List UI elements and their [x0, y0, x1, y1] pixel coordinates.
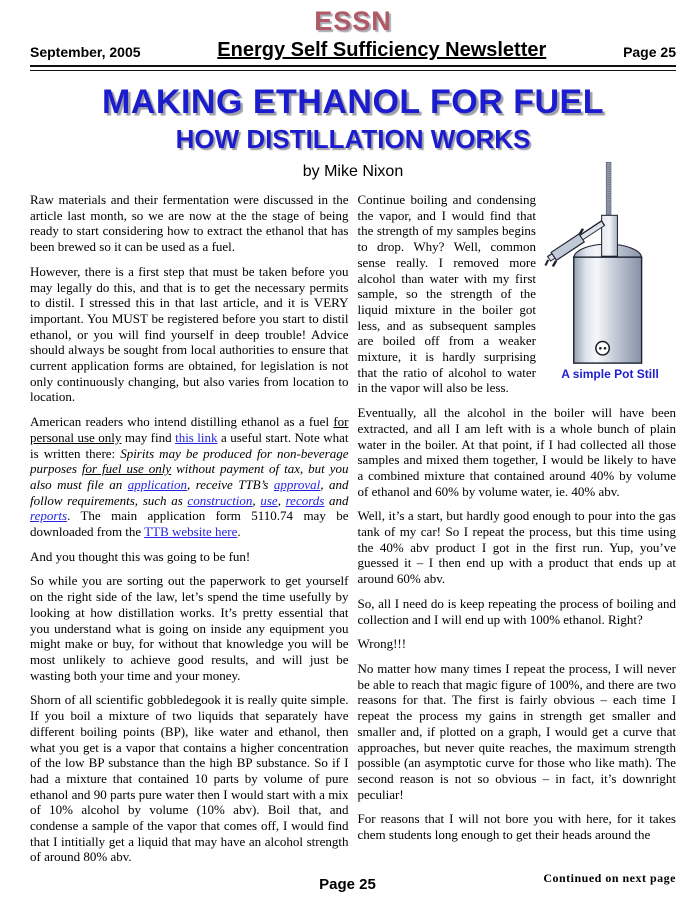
text-run: , — [252, 492, 261, 508]
paragraph — [30, 192, 349, 255]
text-run: Eventually, all the alcohol in the boiler will have been extracted, and all I am left with is a whole bunch of plain water in the boiler. At that point, if I had collected all those samples and mixed them together, I would be likely to have a combined mixture that contained around 40% by volume of ethanol and 60% by volume water, ie. 40% abv. — [357, 405, 676, 499]
text-link[interactable]: use — [260, 492, 278, 508]
byline: by Mike Nixon — [302, 163, 404, 180]
text-link[interactable]: approval — [273, 476, 321, 492]
pot-still-figure — [544, 152, 676, 383]
right-column — [358, 192, 677, 886]
text-link[interactable]: records — [285, 492, 325, 508]
text-link[interactable]: TTB website here — [144, 524, 238, 540]
text-run: So while you are sorting out the paperwork to get yourself on the right side of the law, let’s spend the time usefully by looking at how distillation works. It’s pretty essential that you understand what is going on inside any equipment you might make or buy, for without that knowledge you will be most unlikely to achieve good results, and will just be wasting both your time and your money. — [30, 573, 349, 683]
text-run: , — [277, 492, 286, 508]
text-link[interactable]: this link — [175, 429, 218, 445]
paragraph — [358, 811, 677, 842]
text-run: Continue boiling and condensing the vapor, and I would find that the strength of my samples begins to drop. Why? Well, common sense really. I removed more alcohol than water with my first sample, so the strength of the liquid mixture in the boiler got less, and as subsequent samples are boiled off from a weaker mixture, it is hardly surprising that the ratio of alcohol to water in the vapor will also be less. — [357, 192, 536, 396]
article-body — [30, 192, 676, 886]
text-run: and — [324, 492, 349, 508]
still-column — [602, 215, 618, 256]
figure-caption: A simple Pot Still — [561, 367, 659, 381]
text-link[interactable]: reports — [30, 508, 68, 524]
text-run: Wrong!!! — [357, 636, 407, 652]
article-title: MAKING ETHANOL FOR FUEL — [102, 83, 604, 121]
text-run: for personal use only — [30, 414, 349, 445]
text-run: No matter how many times I repeat the process, I will never be able to reach that magic figure of 100%, and there are two reasons for that. The first is fairly obvious – each time I repeat the process my gains in strength get smaller and smaller and, if plotted on a graph, I would get a curve that approaches, but never quite reaches, the maximum strength possible (an asymptotic curve for those who like math). The second reason is not so obvious – in fact, it’s downright peculiar! — [357, 660, 676, 802]
paragraph — [358, 405, 677, 499]
paragraph — [30, 692, 349, 865]
text-run: , receive TTB’s — [186, 476, 274, 492]
text-run: However, there is a first step that must be taken before you may legally do this, and that is to get the necessary permits to distil. I stressed this in that last article, and it is VERY important. You MUST be registered before you start to distil ethanol, or you will find yourself in deep trouble! Advice should always be sought from local authorities to ensure that current application forms are obtained, for legislation is not only continuously changing, but also varies from location to location. — [30, 263, 349, 405]
text-run: Spirits may be produced for non-beverage purposes — [30, 445, 349, 477]
text-run: for fuel use only — [81, 461, 172, 477]
text-run: . The main application form 5110.74 may be downloaded from the — [30, 508, 349, 540]
text-run: . — [237, 524, 241, 540]
left-column — [30, 192, 349, 886]
text-run: Shorn of all scientific gobbledegook it is really quite simple. If you boil a mixture of two liquids that separately have different boiling points (BP), like water and ethanol, then what you get is a vapor that contains a higher concentration of the low BP substance than the high BP substance. So if I had a mixture that contained 10 parts by volume of pure ethanol and 90 parts pure water then I would start with a mix of 10% alcohol by volume (10% abv). Boil that, and condense a sample of the vapor that comes off, I would find that I intitially get a liquid that may have an alcohol strength of around 80% abv. — [30, 692, 349, 865]
text-run: For reasons that I will not bore you with here, for it takes chem students long enough to get their heads around the — [357, 811, 676, 843]
text-link[interactable]: application — [127, 476, 187, 492]
paragraph — [358, 661, 677, 802]
page-header — [30, 39, 676, 67]
paragraph — [358, 508, 677, 587]
newsletter-title: Energy Self Sufficiency Newsletter — [217, 39, 547, 61]
text-run: American readers who intend distilling ethanol as a fuel — [30, 414, 334, 430]
text-run: without payment of tax, but you also must file an — [30, 461, 349, 492]
paragraph — [358, 636, 677, 652]
newsletter-logo: ESSN — [314, 6, 392, 36]
water-port-bottom — [553, 261, 556, 267]
paragraph — [30, 264, 349, 405]
text-run: Well, it’s a start, but hardly good enough to pour into the gas tank of my car! So I repeat the process, but this time using the 40% abv product I got in the first run. Yup, you’ve guessed it – I then end up with a product that ends up at around 60% abv. — [357, 508, 676, 587]
boiler-outlet — [596, 342, 609, 355]
text-run: a useful start. Note what is written there: — [30, 429, 349, 461]
continued-notice: Continued on next page — [543, 870, 676, 885]
text-run: may find — [121, 429, 176, 445]
text-link[interactable]: construction — [187, 492, 253, 508]
text-run: Raw materials and their fermentation were discussed in the article last month, so we are now at the the stage of being ready to start considering how to extract the ethanol that has been brewed so it can be used as a fuel. — [30, 192, 349, 255]
paragraph — [30, 414, 349, 540]
paragraph — [358, 596, 677, 627]
issue-date: September, 2005 — [30, 44, 141, 60]
header-divider — [30, 70, 676, 71]
paragraph — [30, 573, 349, 683]
article-subtitle: HOW DISTILLATION WORKS — [175, 124, 531, 154]
text-run: And you thought this was going to be fun! — [30, 548, 251, 564]
page-number-header: Page 25 — [623, 44, 676, 60]
pot-still-illustration — [544, 152, 676, 366]
condenser-outlet — [545, 260, 548, 266]
text-run: So, all I need do is keep repeating the process of boiling and collection and I will end up with 100% ethanol. Right? — [357, 595, 676, 627]
page-number-footer: Page 25 — [319, 876, 376, 893]
text-run: , and follow requirements, such as — [30, 476, 349, 508]
paragraph — [30, 549, 349, 565]
